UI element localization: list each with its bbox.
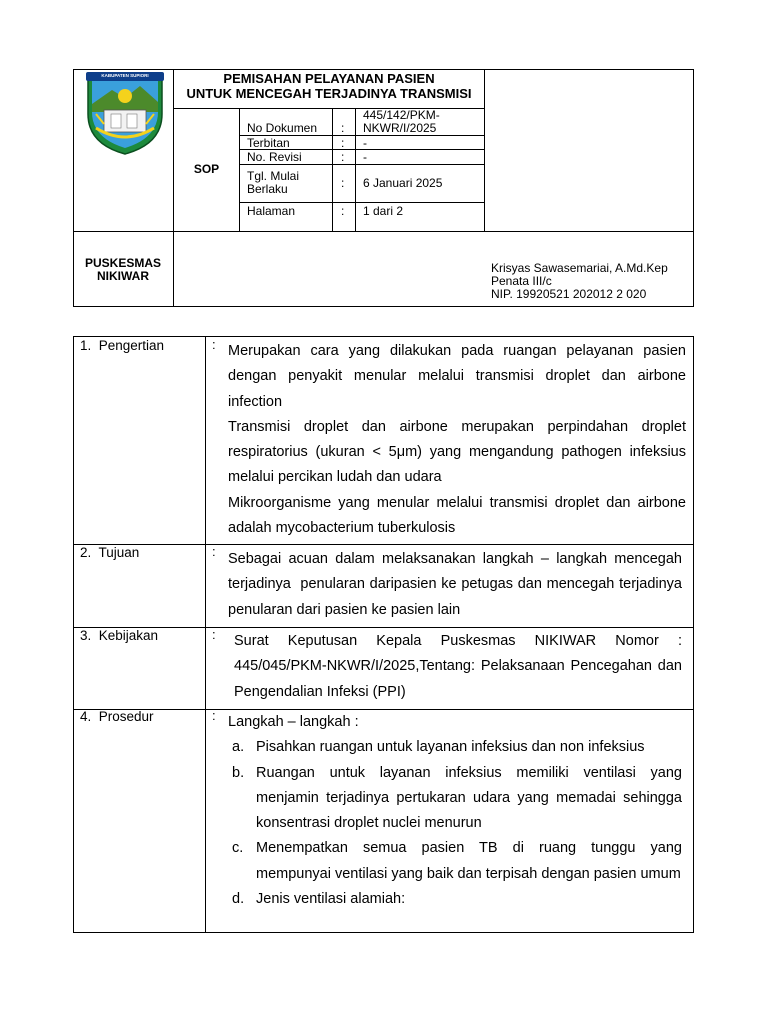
section-body-tujuan: Sebagai acuan dalam melaksanakan langkah – langkah mencegah terjadinya penularan daripasien ke petugas dan mencegah terjadinya penularan dari pasien ke pasien lain bbox=[228, 551, 687, 618]
section-colon: : bbox=[212, 627, 216, 642]
meta-value: - bbox=[363, 150, 367, 164]
title-line: UNTUK MENCEGAH TERJADINYA TRANSMISI bbox=[186, 86, 472, 101]
meta-label: No Dokumen bbox=[247, 121, 318, 135]
row-divider bbox=[73, 544, 694, 545]
meta-colon: : bbox=[341, 204, 345, 218]
meta-colon: : bbox=[341, 136, 345, 150]
procedure-steps bbox=[228, 735, 682, 912]
meta-label: Halaman bbox=[247, 204, 296, 218]
meta-value: 6 Januari 2025 bbox=[363, 176, 443, 190]
signer-block bbox=[491, 262, 691, 301]
paragraph: Transmisi droplet dan airbone merupakan perpindahan droplet respiratorius (ukuran < 5μm) yang mengandung pathogen infeksius melalui percikan ludah dan udara bbox=[228, 418, 686, 486]
meta-colon: : bbox=[341, 176, 345, 190]
header-divider bbox=[332, 108, 333, 231]
procedure-step bbox=[228, 761, 682, 837]
header-divider bbox=[173, 69, 174, 307]
section-body-pengertian bbox=[228, 339, 686, 541]
row-divider bbox=[73, 627, 694, 628]
regency-logo bbox=[82, 68, 168, 158]
section-colon: : bbox=[212, 708, 216, 723]
header-divider bbox=[355, 108, 356, 231]
sop-label: SOP bbox=[193, 162, 220, 176]
meta-label: No. Revisi bbox=[247, 150, 302, 164]
section-body-prosedur bbox=[228, 710, 682, 912]
logo-caption: KABUPATEN SUPIORI bbox=[101, 73, 149, 78]
signer-nip: NIP. 19920521 202012 2 020 bbox=[491, 287, 647, 301]
procedure-step bbox=[228, 735, 682, 760]
title-line: PEMISAHAN PELAYANAN PASIEN bbox=[223, 71, 435, 86]
procedure-step bbox=[228, 887, 682, 912]
header-divider bbox=[484, 69, 485, 231]
signer-name: Krisyas Sawasemariai, A.Md.Kep bbox=[491, 261, 668, 275]
section-colon: : bbox=[212, 544, 216, 559]
meta-value: 1 dari 2 bbox=[363, 204, 404, 218]
meta-value: 445/142/PKM-NKWR/I/2025 bbox=[363, 108, 440, 135]
step-text: Ruangan untuk layanan infeksius memiliki ventilasi yang menjamin terjadinya pertukaran udara yang memadai sehingga konsentrasi droplet nuclei menurun bbox=[256, 764, 682, 832]
content-divider bbox=[205, 336, 206, 933]
meta-value: - bbox=[363, 136, 367, 150]
section-colon: : bbox=[212, 337, 216, 352]
header-divider bbox=[239, 108, 240, 231]
step-text: Pisahkan ruangan untuk layanan infeksius dan non infeksius bbox=[256, 739, 645, 756]
step-text: Jenis ventilasi alamiah: bbox=[256, 891, 406, 908]
step-marker: a. bbox=[232, 739, 245, 756]
meta-colon: : bbox=[341, 121, 345, 135]
step-text: Menempatkan semua pasien TB di ruang tunggu yang mempunyai ventilasi yang baik dan terpisah dengan pasien umum bbox=[256, 840, 682, 882]
regency-crest-icon bbox=[82, 68, 168, 158]
header-divider bbox=[239, 202, 484, 203]
section-label-tujuan: 2. Tujuan bbox=[80, 545, 140, 560]
section-label-pengertian: 1. Pengertian bbox=[80, 338, 165, 353]
document-title bbox=[174, 71, 484, 101]
org-line: NIKIWAR bbox=[97, 269, 149, 283]
header-divider bbox=[239, 164, 484, 165]
meta-label: Tgl. Mulai Berlaku bbox=[247, 169, 300, 196]
step-marker: b. bbox=[232, 764, 245, 781]
meta-colon: : bbox=[341, 150, 345, 164]
signer-rank: Penata III/c bbox=[491, 274, 552, 288]
organization-name bbox=[73, 257, 173, 283]
step-marker: c. bbox=[232, 840, 244, 857]
meta-label: Terbitan bbox=[247, 136, 290, 150]
procedure-step bbox=[228, 836, 682, 887]
section-label-kebijakan: 3. Kebijakan bbox=[80, 628, 159, 643]
step-marker: d. bbox=[232, 891, 245, 908]
paragraph: Mikroorganisme yang menular melalui transmisi droplet dan airbone adalah mycobacterium tuberkulosis bbox=[228, 494, 686, 537]
section-label-prosedur: 4. Prosedur bbox=[80, 709, 154, 724]
org-line: PUSKESMAS bbox=[84, 256, 161, 270]
procedure-intro: Langkah – langkah : bbox=[228, 714, 359, 730]
header-divider bbox=[73, 231, 694, 232]
paragraph: Merupakan cara yang dilakukan pada ruangan pelayanan pasien dengan penyakit menular melalui transmisi droplet dan airbone infection bbox=[228, 343, 686, 410]
section-body-kebijakan: Surat Keputusan Kepala Puskesmas NIKIWAR Nomor : 445/045/PKM-NKWR/I/2025,Tentang: Pelaksanaan Pencegahan dan Pengendalian Infeksi (PPI) bbox=[234, 633, 682, 700]
